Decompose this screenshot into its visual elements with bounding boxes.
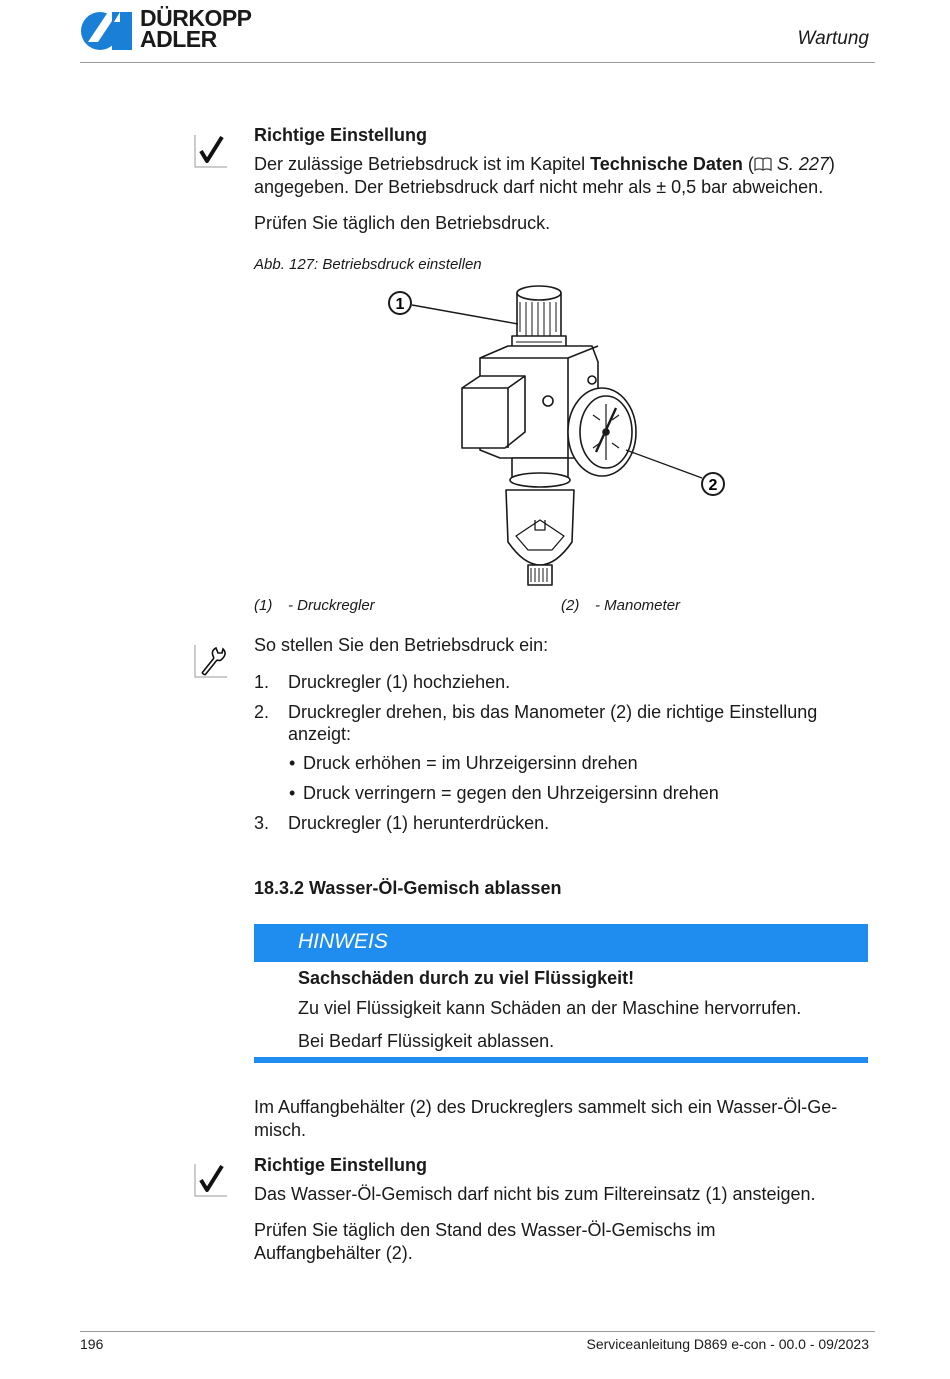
block2-paragraph2-line2: Auffangbehälter (2). xyxy=(254,1243,413,1263)
svg-text:1: 1 xyxy=(395,296,405,313)
step-2-text: Druckregler drehen, bis das Manometer (2) die richtige Einstellung xyxy=(288,702,818,722)
p1-paren-close: ) xyxy=(828,154,835,174)
bullet-1-text: Druck erhöhen = im Uhrzeigersinn drehen xyxy=(303,753,638,773)
notice-line-1: Zu viel Flüssigkeit kann Schäden an der Maschine hervorrufen. xyxy=(298,998,802,1018)
legend-1-label: - Druckregler xyxy=(288,597,375,614)
block2-paragraph1: Das Wasser-Öl-Gemisch darf nicht bis zum Filtereinsatz (1) ansteigen. xyxy=(254,1184,816,1204)
logo-mark-icon xyxy=(80,8,136,54)
step-3-number: 3. xyxy=(254,813,270,833)
section-heading: 18.3.2 Wasser-Öl-Gemisch ablassen xyxy=(254,878,562,898)
svg-text:2: 2 xyxy=(708,477,718,494)
logo-line-2: ADLER xyxy=(140,26,217,52)
legend-2-label: - Manometer xyxy=(595,597,681,614)
book-icon xyxy=(754,157,772,171)
block2-intro-line2: misch. xyxy=(254,1120,307,1140)
notice-bottom-bar xyxy=(254,1057,868,1063)
step-1-number: 1. xyxy=(254,672,270,692)
bullet-2-text: Druck verringern = gegen den Uhrzeigersinn drehen xyxy=(303,783,719,803)
notice-header xyxy=(254,924,868,962)
callout-1 xyxy=(389,292,411,314)
notice-title: HINWEIS xyxy=(298,930,388,953)
block2-intro-line1: Im Auffangbehälter (2) des Druckreglers sammelt sich ein Wasser-Öl-Ge- xyxy=(254,1097,838,1117)
notice-line-2: Bei Bedarf Flüssigkeit ablassen. xyxy=(298,1031,555,1051)
block1-paragraph2: Prüfen Sie täglich den Betriebsdruck. xyxy=(254,213,551,233)
legend-2-number: (2) xyxy=(561,597,580,614)
block2-paragraph2-line1: Prüfen Sie täglich den Stand des Wasser-Öl-Gemischs im xyxy=(254,1220,716,1240)
logo-line-1: DÜRKOPP xyxy=(140,5,252,31)
legend-1-number: (1) xyxy=(254,597,273,614)
check-icon xyxy=(194,1163,228,1197)
step-2-text-line2: anzeigt: xyxy=(288,724,352,744)
p1-bold-ref: Technische Daten xyxy=(590,154,743,174)
check-icon xyxy=(194,134,228,168)
step-3-text: Druckregler (1) herunterdrücken. xyxy=(288,813,550,833)
footer-divider xyxy=(80,1331,875,1332)
step-2-number: 2. xyxy=(254,702,270,722)
procedure-intro: So stellen Sie den Betriebsdruck ein: xyxy=(254,635,549,655)
chapter-title: Wartung xyxy=(797,28,869,49)
step-1-text: Druckregler (1) hochziehen. xyxy=(288,672,511,692)
p1-prefix: Der zulässige Betriebsdruck ist im Kapitel xyxy=(254,154,591,174)
p1-paren-open: ( xyxy=(742,154,754,174)
bullet-2-marker: • xyxy=(289,783,296,803)
page-number: 196 xyxy=(80,1336,104,1352)
document-id: Serviceanleitung D869 e-con - 00.0 - 09/2023 xyxy=(586,1336,869,1352)
block1-title: Richtige Einstellung xyxy=(254,125,428,145)
figure-caption: Abb. 127: Betriebsdruck einstellen xyxy=(254,256,482,273)
bullet-1-marker: • xyxy=(289,753,296,773)
notice-headline: Sachschäden durch zu viel Flüssigkeit! xyxy=(298,968,635,988)
pressure-regulator-illustration xyxy=(380,280,730,595)
callout-2 xyxy=(702,473,724,495)
page-ref-link[interactable]: S. 227 xyxy=(776,154,829,174)
block1-paragraph1 xyxy=(254,153,835,176)
block1-paragraph1-line2: angegeben. Der Betriebsdruck darf nicht mehr als ± 0,5 bar abweichen. xyxy=(254,177,824,197)
wrench-icon xyxy=(194,644,228,678)
header-divider xyxy=(80,62,875,63)
company-logo xyxy=(80,5,280,54)
block2-title: Richtige Einstellung xyxy=(254,1155,428,1175)
